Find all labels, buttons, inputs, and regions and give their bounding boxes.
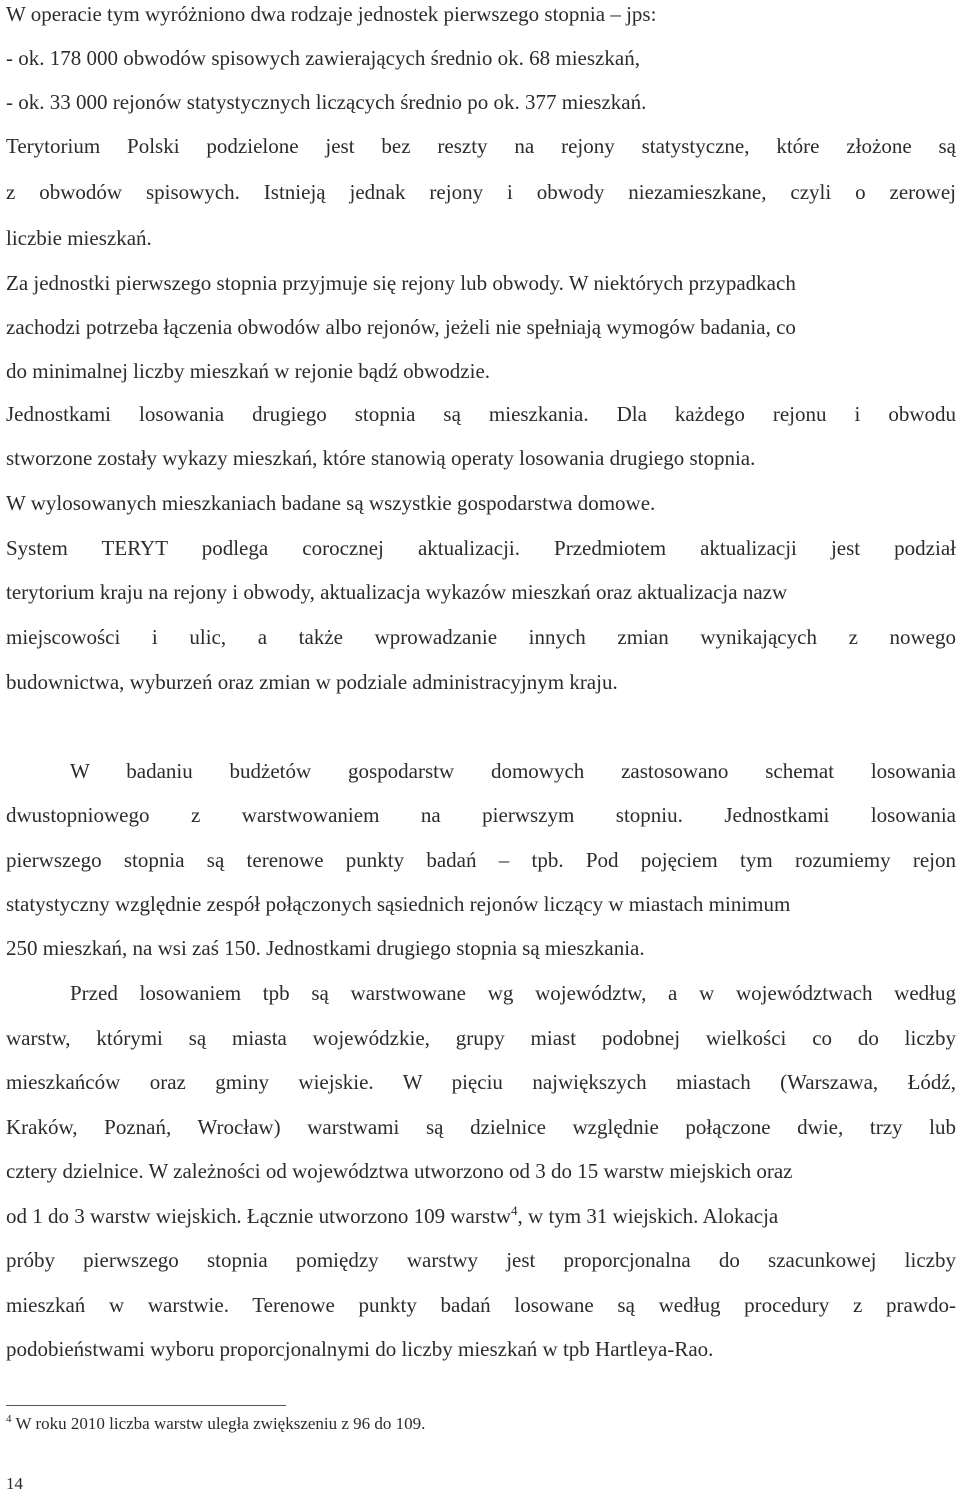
paragraph-first-line: Przed losowaniem tpb są warstwowane wg województw, a w województwach według bbox=[70, 981, 956, 1005]
text-segment: od 1 do 3 warstw wiejskich. Łącznie utworzono 109 warstw bbox=[6, 1204, 512, 1228]
text-line: dwustopniowego z warstwowaniem na pierwszym stopniu. Jednostkami losowania bbox=[6, 803, 956, 827]
text-line: W operacie tym wyróżniono dwa rodzaje jednostek pierwszego stopnia – jps: bbox=[6, 2, 657, 26]
text-line: W wylosowanych mieszkaniach badane są wszystkie gospodarstwa domowe. bbox=[6, 491, 656, 515]
footnote-mark: 4 bbox=[6, 1413, 12, 1426]
text-line: Jednostkami losowania drugiego stopnia są mieszkania. Dla każdego rejonu i obwodu bbox=[6, 402, 956, 426]
text-line: Za jednostki pierwszego stopnia przyjmuje się rejony lub obwody. W niektórych przypadkach bbox=[6, 271, 796, 295]
text-line: podobieństwami wyboru proporcjonalnymi do liczby mieszkań w tpb Hartleya-Rao. bbox=[6, 1337, 714, 1361]
text-line: stworzone zostały wykazy mieszkań, które stanowią operaty losowania drugiego stopnia. bbox=[6, 446, 756, 470]
text-line: do minimalnej liczby mieszkań w rejonie bądź obwodzie. bbox=[6, 359, 491, 383]
text-line: statystyczny względnie zespół połączonych sąsiednich rejonów liczący w miastach minimum bbox=[6, 892, 791, 916]
text-line: warstw, którymi są miasta wojewódzkie, grupy miast podobnej wielkości co do liczby bbox=[6, 1026, 956, 1050]
text-line: mieszkańców oraz gminy wiejskie. W pięciu największych miastach (Warszawa, Łódź, bbox=[6, 1070, 956, 1094]
page-number: 14 bbox=[6, 1474, 23, 1493]
text-line: cztery dzielnice. W zależności od województwa utworzono od 3 do 15 warstw miejskich oraz bbox=[6, 1159, 793, 1183]
text-line: budownictwa, wyburzeń oraz zmian w podziale administracyjnym kraju. bbox=[6, 670, 618, 694]
text-line: mieszkań w warstwie. Terenowe punkty badań losowane są według procedury z prawdo- bbox=[6, 1293, 956, 1317]
paragraph-first-line: W badaniu budżetów gospodarstw domowych zastosowano schemat losowania bbox=[70, 759, 956, 783]
text-line: terytorium kraju na rejony i obwody, aktualizacja wykazów mieszkań oraz aktualizacja nazw bbox=[6, 580, 788, 604]
list-item: - ok. 178 000 obwodów spisowych zawierających średnio ok. 68 mieszkań, bbox=[6, 46, 640, 70]
footnote-separator bbox=[6, 1405, 286, 1406]
text-line: miejscowości i ulic, a także wprowadzanie innych zmian wynikających z nowego bbox=[6, 625, 956, 649]
text-line: zachodzi potrzeba łączenia obwodów albo rejonów, jeżeli nie spełniają wymogów badania, co bbox=[6, 315, 796, 339]
footnote bbox=[6, 1414, 425, 1434]
footnote-reference[interactable]: 4 bbox=[511, 1203, 518, 1218]
text-line: z obwodów spisowych. Istnieją jednak rejony i obwody niezamieszkane, czyli o zerowej bbox=[6, 180, 956, 204]
document-page bbox=[6, 0, 956, 1498]
footnote-text: W roku 2010 liczba warstw uległa zwiększeniu z 96 do 109. bbox=[15, 1414, 426, 1433]
list-item: - ok. 33 000 rejonów statystycznych liczących średnio po ok. 377 mieszkań. bbox=[6, 90, 647, 114]
text-line: pierwszego stopnia są terenowe punkty badań – tpb. Pod pojęciem tym rozumiemy rejon bbox=[6, 848, 956, 872]
text-line: liczbie mieszkań. bbox=[6, 226, 152, 250]
text-line: 250 mieszkań, na wsi zaś 150. Jednostkami drugiego stopnia są mieszkania. bbox=[6, 936, 645, 960]
text-segment: , w tym 31 wiejskich. Alokacja bbox=[517, 1204, 779, 1228]
text-line: System TERYT podlega corocznej aktualizacji. Przedmiotem aktualizacji jest podział bbox=[6, 536, 956, 560]
text-line-with-footnote bbox=[6, 1204, 778, 1229]
text-line: Kraków, Poznań, Wrocław) warstwami są dzielnice względnie połączone dwie, trzy lub bbox=[6, 1115, 956, 1139]
text-line: Terytorium Polski podzielone jest bez reszty na rejony statystyczne, które złożone są bbox=[6, 134, 956, 158]
text-line: próby pierwszego stopnia pomiędzy warstwy jest proporcjonalna do szacunkowej liczby bbox=[6, 1248, 956, 1272]
